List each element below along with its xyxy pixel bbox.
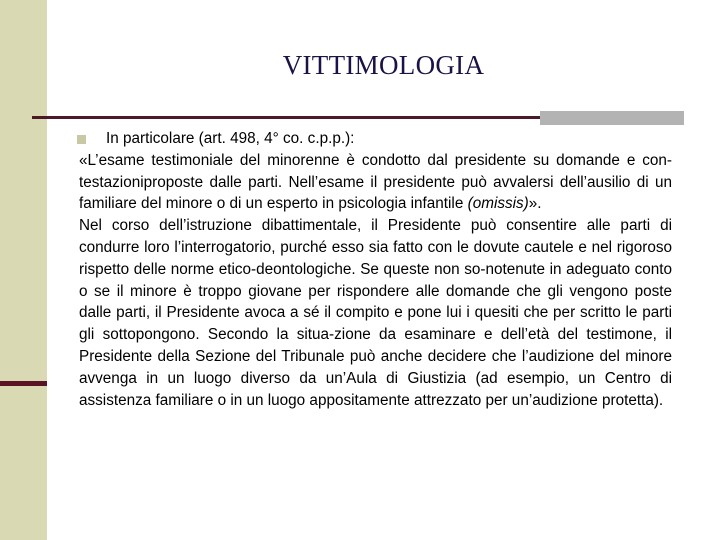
bullet-item xyxy=(79,128,672,150)
quote-text: «L’esame testimoniale del minorenne è condotto dal presidente su domande e con-testazioniproposte dalle parti. Nell’esame il presidente può avvalersi dell’ausilio di un familiare del minore o di un esperto in psicologia infantile xyxy=(79,151,672,213)
omissis-text: (omissis) xyxy=(467,195,529,213)
slide-body xyxy=(79,128,672,411)
left-accent-stripe xyxy=(0,381,47,386)
bullet-text: In particolare (art. 498, 4° co. c.p.p.): xyxy=(106,130,355,147)
slide-title: VITTIMOLOGIA xyxy=(282,50,485,80)
quote-close: ». xyxy=(528,195,542,213)
body-paragraph: Nel corso dell’istruzione dibattimentale, il Presidente può consentire alle parti di condurre loro l’interrogatorio, purché esso sia fatto con le dovute cautele e nel rigoroso rispetto delle norme etico-deontologiche. Se queste non so-notenute in adeguato conto o se il minore è troppo giovane per rispondere alle domande che gli vengono poste dalle parti, il Presidente avoca a sé il compito e pone lui i quesiti che per scritto le parti gli sottopongono. Secondo la situa-zione da esaminare e dell’età del testimone, il Presidente della Sezione del Tribunale può anche decidere che l’audizione del minore avvenga in un luogo diverso da un’Aula di Giustizia (ad esempio, un Centro di assistenza familiare o in un luogo appositamente attrezzato per un’audizione protetta). xyxy=(79,217,672,409)
quote-paragraph xyxy=(79,150,672,215)
square-bullet-icon xyxy=(77,135,86,144)
left-decor-bar xyxy=(0,0,47,540)
divider-accent-box xyxy=(540,111,684,125)
